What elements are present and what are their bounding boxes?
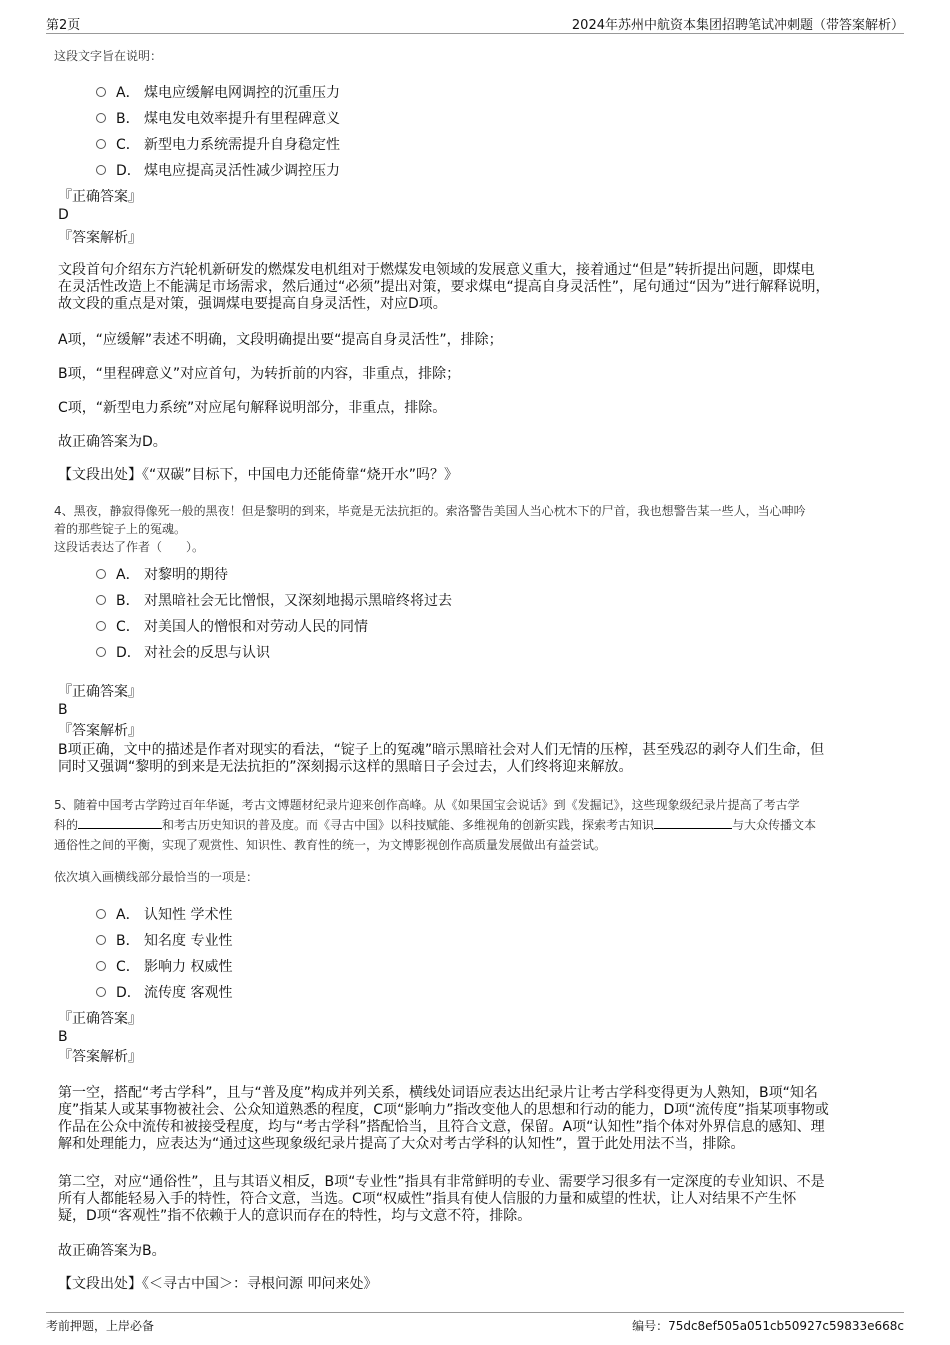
radio-icon[interactable]	[96, 113, 106, 123]
radio-icon[interactable]	[96, 987, 106, 997]
q3-option-d[interactable]: D． 煤电应提高灵活性减少调控压力	[96, 160, 340, 180]
q4-analysis-paragraph: B项正确，文中的描述是作者对现实的看法，“锭子上的冤魂”暗示黑暗社会对人们无情的压榨，甚至残忍的剥夺人们生命，但 同时又强调“黎明的到来是无法抗拒的”深刻揭示这样的黑暗日子会过去，人们终将迎来解放。	[58, 742, 825, 775]
q3-answer-label: 『正确答案』	[58, 189, 142, 205]
q5-answer-label: 『正确答案』	[58, 1011, 142, 1027]
q5-stem: 5、随着中国考古学跨过百年华诞，考古文博题材纪录片迎来创作高峰。从《如果国宝会说话》到《发掘记》，这些现象级纪录片提高了考古学 科的 和考古历史知识的普及度。而《寻古中国》以科技赋能、多维视角的创新实践，探索考古知识 与大众传播文本 通俗性之间的平衡，实现了观赏性、知识性、教育性的统一，为文博影视创作高质量发展做出有益尝试。	[54, 795, 904, 855]
page-header	[46, 13, 904, 34]
q3-option-a[interactable]: A． 煤电应缓解电网调控的沉重压力	[96, 82, 340, 102]
footer-serial: 编号：75dc8ef505a051cb50927c59833e668c	[632, 1319, 904, 1333]
q4-stem: 4、黑夜，静寂得像死一般的黑夜！但是黎明的到来，毕竟是无法抗拒的。索洛警告美国人当心枕木下的尸首，我也想警告某一些人，当心呻吟 着的那些锭子上的冤魂。 这段话表达了作者（ ）。	[54, 504, 806, 554]
radio-icon[interactable]	[96, 139, 106, 149]
q5-analysis-paragraph-1: 第一空，搭配“考古学科”，且与“普及度”构成并列关系，横线处词语应表达出纪录片让考古学科变得更为人熟知，B项“知名 度”指某人或某事物被社会、公众知道熟悉的程度，C项“影响力”指改变他人的思想和行动的能力，D项“流传度”指某项事物或 作品在公众中流传和被接受程度，均与“考古学科”搭配恰当，且符合文意，保留。A项“认知性”指个体对外界信息的感知、理 解和处理能力，应表达为“通过这些现象级纪录片提高了大众对考古学科的认知性”，置于此处用法不当，排除。	[58, 1085, 829, 1152]
radio-icon[interactable]	[96, 595, 106, 605]
q5-answer: B	[58, 1029, 68, 1045]
fill-blank-1	[78, 816, 162, 829]
q3-analysis-c: C项，“新型电力系统”对应尾句解释说明部分，非重点，排除。	[58, 400, 447, 416]
q4-analysis-label: 『答案解析』	[58, 723, 142, 739]
q3-option-b[interactable]: B． 煤电发电效率提升有里程碑意义	[96, 108, 340, 128]
footer-slogan: 考前押题，上岸必备	[46, 1319, 155, 1333]
q3-analysis-paragraph: 文段首句介绍东方汽轮机新研发的燃煤发电机组对于燃煤发电领域的发展意义重大，接着通过“但是”转折提出问题，即煤电 在灵活性改造上不能满足市场需求，然后通过“必须”提出对策，要求煤电“提高自身灵活性”，尾句通过“因为”进行解释说明， 故文段的重点是对策，强调煤电要提高自身灵活性，对应D项。	[58, 262, 830, 312]
q3-stem-tail: 这段文字旨在说明：	[54, 49, 163, 63]
q4-option-a[interactable]: A． 对黎明的期待	[96, 564, 228, 584]
radio-icon[interactable]	[96, 935, 106, 945]
q3-analysis-label: 『答案解析』	[58, 230, 142, 246]
q4-option-c[interactable]: C． 对美国人的憎恨和对劳动人民的同情	[96, 616, 368, 636]
q3-analysis-a: A项，“应缓解”表述不明确，文段明确提出要“提高自身灵活性”，排除；	[58, 332, 503, 348]
q3-answer: D	[58, 207, 69, 223]
radio-icon[interactable]	[96, 909, 106, 919]
radio-icon[interactable]	[96, 569, 106, 579]
q5-stem-line-with-blanks: 科的 和考古历史知识的普及度。而《寻古中国》以科技赋能、多维视角的创新实践，探索考古知识 与大众传播文本	[54, 818, 817, 832]
q4-answer: B	[58, 702, 68, 718]
document-title: 2024年苏州中航资本集团招聘笔试冲刺题（带答案解析）	[571, 18, 904, 33]
q3-analysis-b: B项，“里程碑意义”对应首句，为转折前的内容，非重点，排除；	[58, 366, 461, 382]
q3-conclusion: 故正确答案为D。	[58, 434, 167, 450]
q5-analysis-paragraph-2: 第二空，对应“通俗性”，且与其语义相反，B项“专业性”指具有非常鲜明的专业、需要学习很多有一定深度的专业知识、不是 所有人都能轻易入手的特性，符合文意，当选。C项“权威性”指具有使人信服的力量和威望的性状，让人对结果不产生怀 疑，D项“客观性”指不依赖于人的意识而存在的特性，均与文意不符，排除。	[58, 1174, 825, 1224]
radio-icon[interactable]	[96, 621, 106, 631]
q5-option-a[interactable]: A． 认知性 学术性	[96, 904, 232, 924]
q3-source: 【文段出处】《“双碳”目标下，中国电力还能倚靠“烧开水”吗？》	[58, 467, 459, 483]
q5-analysis-label: 『答案解析』	[58, 1049, 142, 1065]
q4-option-b[interactable]: B． 对黑暗社会无比憎恨，又深刻地揭示黑暗终将过去	[96, 590, 452, 610]
q5-option-d[interactable]: D． 流传度 客观性	[96, 982, 232, 1002]
radio-icon[interactable]	[96, 647, 106, 657]
page-number: 第2页	[46, 18, 81, 33]
page-footer	[46, 1312, 904, 1335]
q3-option-c[interactable]: C． 新型电力系统需提升自身稳定性	[96, 134, 340, 154]
q5-option-b[interactable]: B． 知名度 专业性	[96, 930, 232, 950]
q5-option-c[interactable]: C． 影响力 权威性	[96, 956, 232, 976]
radio-icon[interactable]	[96, 165, 106, 175]
q5-prompt: 依次填入画横线部分最恰当的一项是：	[54, 870, 259, 884]
q5-conclusion: 故正确答案为B。	[58, 1243, 166, 1259]
q4-answer-label: 『正确答案』	[58, 684, 142, 700]
q5-source: 【文段出处】《＜寻古中国＞：寻根问源 叩问来处》	[58, 1276, 378, 1292]
fill-blank-2	[654, 816, 732, 829]
radio-icon[interactable]	[96, 87, 106, 97]
radio-icon[interactable]	[96, 961, 106, 971]
q4-option-d[interactable]: D． 对社会的反思与认识	[96, 642, 270, 662]
